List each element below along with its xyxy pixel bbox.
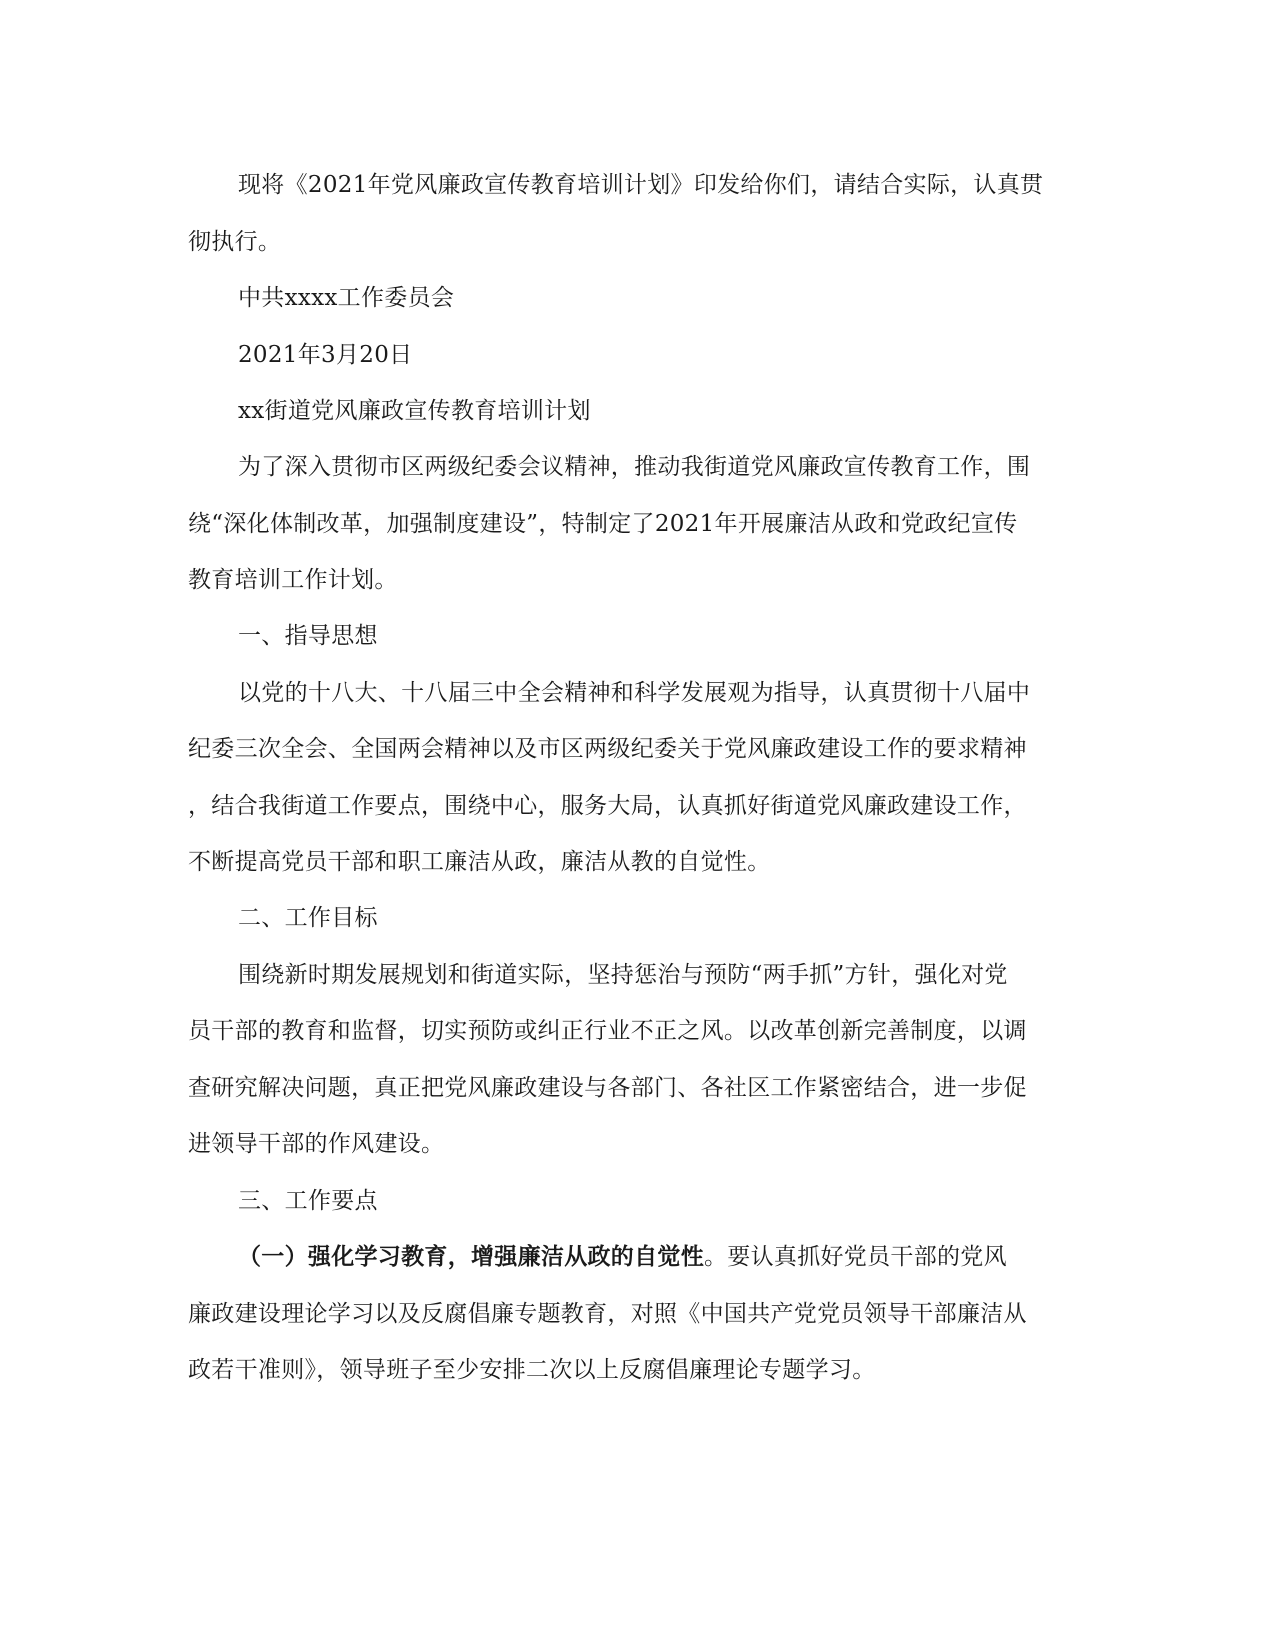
section3-heading: 三、工作要点 [238,1188,378,1214]
section1-line-1: 以党的十八大、十八届三中全会精神和科学发展观为指导，认真贯彻十八届中 [238,680,1031,706]
section1-line-4: 不断提高党员干部和职工廉洁从政，廉洁从教的自觉性。 [188,849,771,875]
section2-line-1: 围绕新时期发展规划和街道实际，坚持惩治与预防“两手抓”方针，强化对党 [238,962,1008,988]
section3-item-1-title: （一）强化学习教育，增强廉洁从政的自觉性 [238,1243,704,1270]
section2-line-2: 员干部的教育和监督，切实预防或纠正行业不正之风。以改革创新完善制度，以调 [188,1018,1027,1044]
section3-item-1-text: 。要认真抓好党员干部的党风 [704,1244,1007,1270]
intro-line-1: 为了深入贯彻市区两级纪委会议精神，推动我街道党风廉政宣传教育工作，围 [238,454,1031,480]
section2-heading: 二、工作目标 [238,905,378,931]
issuer: 中共xxxx工作委员会 [238,285,455,311]
section1-line-2: 纪委三次全会、全国两会精神以及市区两级纪委关于党风廉政建设工作的要求精神 [188,736,1027,762]
section3-item-1-line-1 [0,1242,1275,1272]
section2-line-3: 查研究解决问题，真正把党风廉政建设与各部门、各社区工作紧密结合，进一步促 [188,1075,1027,1101]
notice-line-2: 彻执行。 [188,229,282,255]
intro-line-2: 绕“深化体制改革，加强制度建设”，特制定了2021年开展廉洁从政和党政纪宣传 [188,511,1018,537]
section3-item-1-line-3: 政若干准则》，领导班子至少安排二次以上反腐倡廉理论专题学习。 [188,1357,876,1383]
section1-line-3: ，结合我街道工作要点，围绕中心，服务大局，认真抓好街道党风廉政建设工作， [188,793,1027,819]
notice-line-1: 现将《2021年党风廉政宣传教育培训计划》印发给你们，请结合实际，认真贯 [238,172,1044,198]
issue-date: 2021年3月20日 [238,342,413,368]
intro-line-3: 教育培训工作计划。 [188,567,398,593]
plan-title: xx街道党风廉政宣传教育培训计划 [238,398,591,424]
section2-line-4: 进领导干部的作风建设。 [188,1131,445,1157]
section3-item-1-line-2: 廉政建设理论学习以及反腐倡廉专题教育，对照《中国共产党党员领导干部廉洁从 [188,1301,1027,1327]
section1-heading: 一、指导思想 [238,623,378,649]
